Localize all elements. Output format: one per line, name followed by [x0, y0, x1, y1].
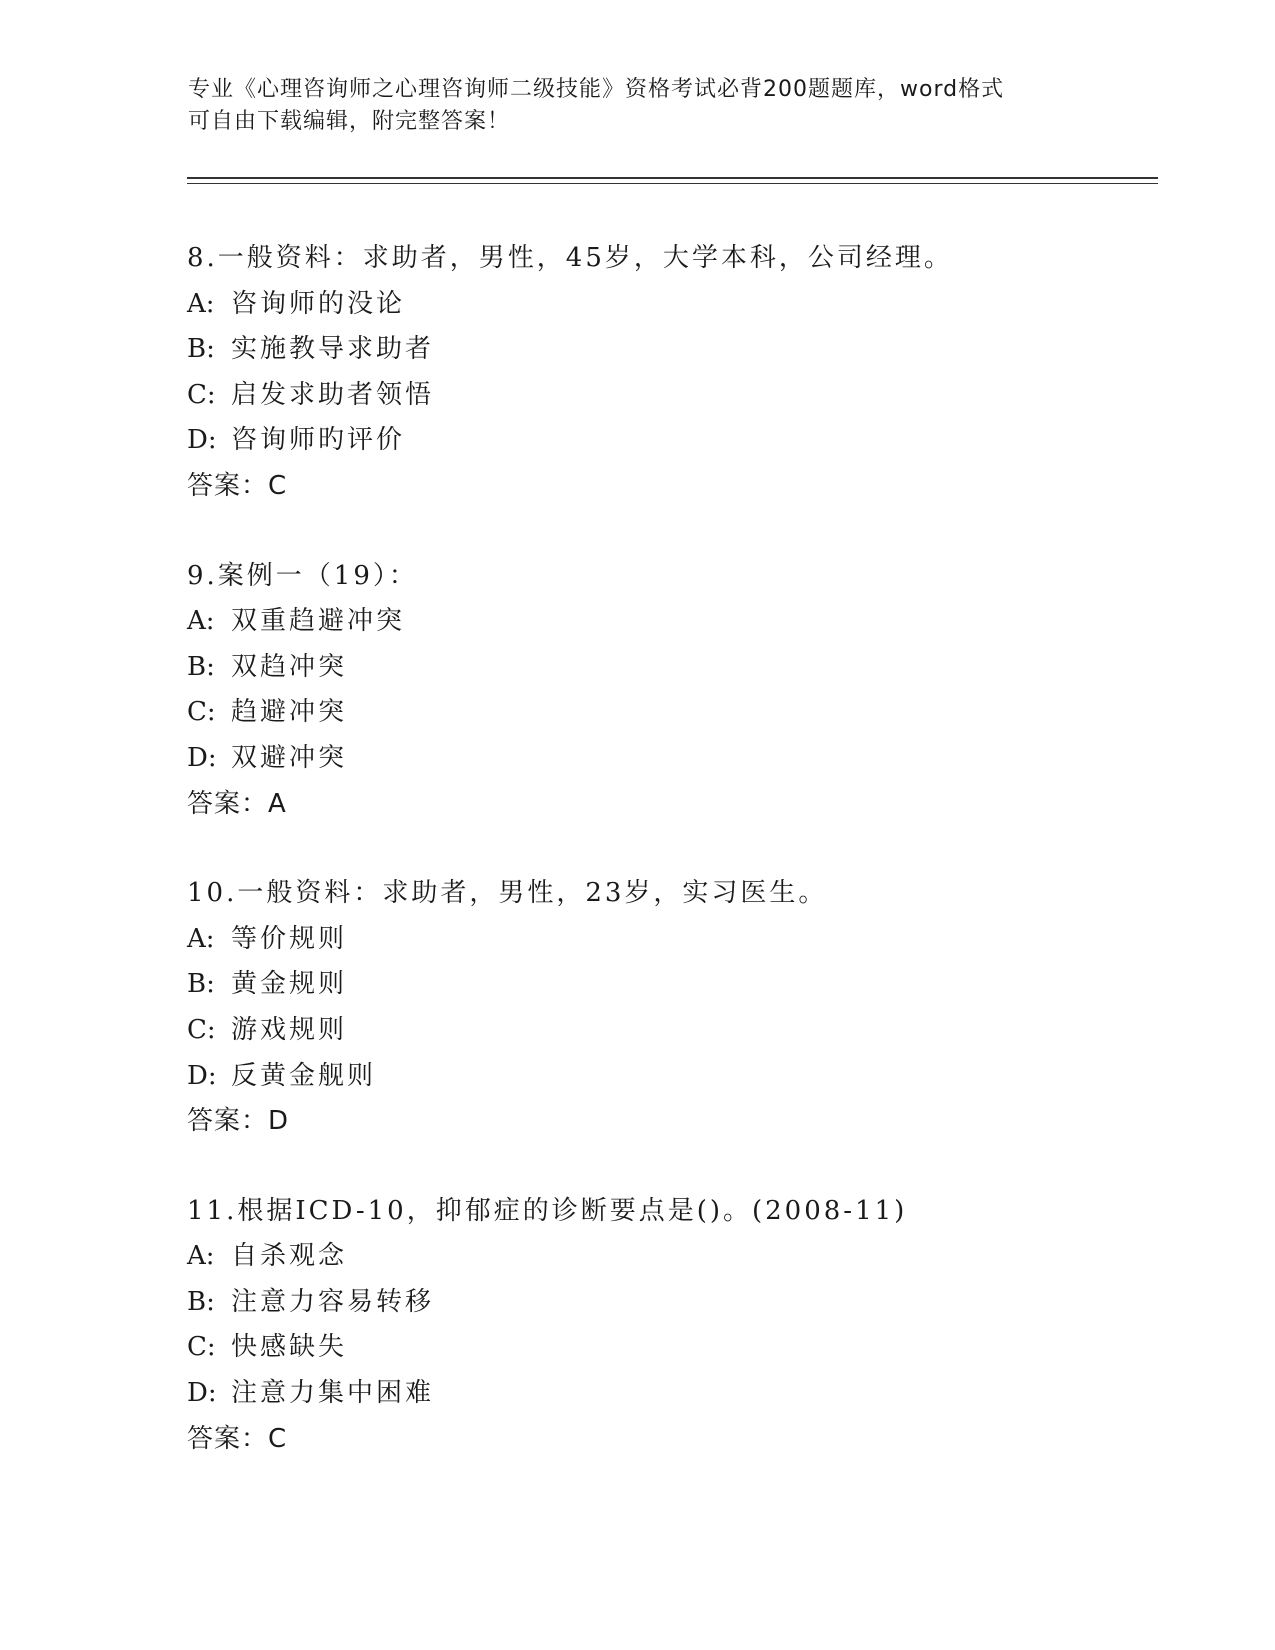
question-list [187, 236, 1187, 1506]
option-text: 启发求助者领悟 [231, 379, 435, 410]
question-text: 10.一般资料：求助者，男性，23岁，实习医生。 [187, 878, 828, 909]
option-text: 注意力容易转移 [231, 1286, 435, 1317]
header-line-1: 专业《心理咨询师之心理咨询师二级技能》资格考试必背200题题库，word格式 [188, 77, 1005, 102]
question-item [187, 554, 1187, 828]
option-text: 快感缺失 [231, 1332, 348, 1363]
option-a [187, 917, 1187, 963]
option-text: 自杀观念 [231, 1241, 348, 1272]
option-d [187, 418, 1187, 464]
option-letter: A: [187, 923, 215, 954]
option-text: 咨询师旳评价 [231, 425, 406, 456]
option-text: 咨询师的没论 [231, 288, 406, 319]
option-letter: B: [187, 651, 215, 682]
option-a [187, 1234, 1187, 1280]
option-d [187, 736, 1187, 782]
option-c [187, 373, 1187, 419]
option-text: 趋避冲突 [231, 697, 348, 728]
header-line-2: 可自由下载编辑，附完整答案！ [188, 109, 511, 134]
answer-text: 答案：C [187, 1423, 288, 1454]
option-text: 双避冲突 [231, 742, 348, 773]
answer-text: 答案：A [187, 788, 287, 819]
option-letter: C: [187, 697, 216, 728]
option-letter: B: [187, 969, 215, 1000]
option-letter: B: [187, 334, 215, 365]
option-d [187, 1054, 1187, 1100]
option-b [187, 645, 1187, 691]
option-text: 游戏规则 [231, 1014, 348, 1045]
option-text: 双重趋避冲突 [231, 606, 406, 637]
option-letter: A: [187, 606, 215, 637]
option-text: 注意力集中困难 [231, 1378, 435, 1409]
option-text: 黄金规则 [231, 969, 348, 1000]
option-letter: D: [187, 1060, 217, 1091]
option-text: 反黄金舰则 [231, 1060, 377, 1091]
option-letter: C: [187, 379, 216, 410]
question-text: 9.案例一（19）： [187, 560, 418, 591]
option-text: 实施教导求助者 [231, 334, 435, 365]
answer-text: 答案：C [187, 470, 288, 501]
option-letter: D: [187, 742, 217, 773]
option-d [187, 1371, 1187, 1417]
option-b [187, 327, 1187, 373]
header-divider-bottom [187, 183, 1158, 184]
document-header [188, 74, 1088, 138]
option-letter: C: [187, 1014, 216, 1045]
option-text: 等价规则 [231, 923, 348, 954]
question-text: 8.一般资料：求助者，男性，45岁，大学本科，公司经理。 [187, 243, 953, 273]
option-letter: D: [187, 425, 217, 456]
option-a [187, 282, 1187, 328]
option-c [187, 1325, 1187, 1371]
header-divider-top [187, 177, 1158, 179]
question-item [187, 236, 1187, 510]
question-text: 11.根据ICD-10，抑郁症的诊断要点是()。(2008-11) [187, 1195, 908, 1226]
option-letter: A: [187, 288, 215, 319]
question-item [187, 1189, 1187, 1463]
option-b [187, 962, 1187, 1008]
option-letter: D: [187, 1378, 217, 1409]
option-c [187, 690, 1187, 736]
option-letter: C: [187, 1332, 216, 1363]
option-text: 双趋冲突 [231, 651, 348, 682]
option-b [187, 1280, 1187, 1326]
option-c [187, 1008, 1187, 1054]
question-item [187, 871, 1187, 1145]
option-letter: B: [187, 1286, 215, 1317]
option-letter: A: [187, 1241, 215, 1272]
option-a [187, 599, 1187, 645]
answer-text: 答案：D [187, 1106, 290, 1137]
